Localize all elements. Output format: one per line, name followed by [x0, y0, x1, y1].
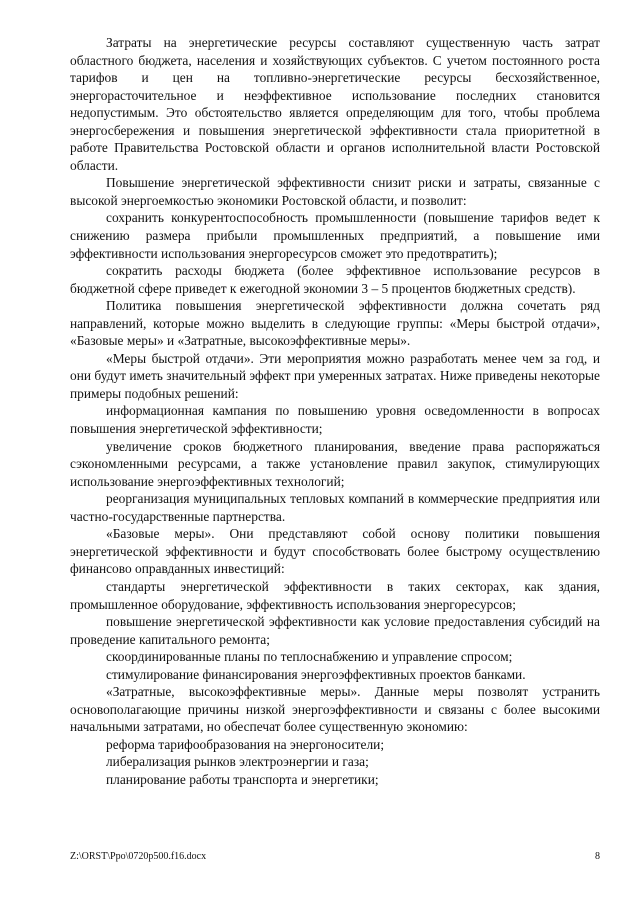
paragraph: повышение энергетической эффективности как условие предоставления субсидий на проведение капитального ремонта; — [70, 614, 600, 647]
paragraph: либерализация рынков электроэнергии и газа; — [106, 754, 369, 770]
paragraph: «Затратные, высокоэффективные меры». Данные меры позволят устранить основополагающие причины низкой энергоэффективности и связаны с более высокими начальными затратами, но обеспечат более существенную экономию: — [70, 684, 600, 735]
paragraph: реорганизация муниципальных тепловых компаний в коммерческие предприятия или частно-государственные партнерства. — [70, 491, 600, 524]
paragraph: стимулирование финансирования энергоэффективных проектов банками. — [106, 666, 526, 682]
paragraph: стандарты энергетической эффективности в таких секторах, как здания, промышленное оборудование, эффективность использования энергоресурсов; — [70, 578, 600, 612]
paragraph: Повышение энергетической эффективности снизит риски и затраты, связанные с высокой энергоемкостью экономики Ростовской области, и позволит: — [70, 175, 600, 208]
paragraph: сохранить конкурентоспособность промышленности (повышение тарифов ведет к снижению размера прибыли промышленных предприятий, а повышение ими эффективности использования энергоресурсов сможет это предотвратить); — [70, 210, 600, 261]
file-path: Z:\ORST\Ppo\0720p500.f16.docx — [70, 851, 207, 862]
paragraph: Политика повышения энергетической эффективности должна сочетать ряд направлений, которые можно выделить в следующие группы: «Меры быстрой отдачи», «Базовые меры» и «Затратные, высокоэффективные меры». — [70, 298, 600, 349]
paragraph: «Базовые меры». Они представляют собой основу политики повышения энергетической эффективности и будут способствовать более быстрому осуществлению финансово оправданных инвестиций: — [70, 526, 600, 577]
paragraph: увеличение сроков бюджетного планирования, введение права распоряжаться сэкономленными ресурсами, а также установление правил закупок, стимулирующих использование энергоэффективных технологий; — [70, 438, 600, 489]
paragraph: реформа тарифообразования на энергоносители; — [106, 736, 385, 752]
paragraph: планирование работы транспорта и энергетики; — [106, 771, 379, 787]
paragraph: информационная кампания по повышению уровня осведомленности в вопросах повышения энергетической эффективности; — [70, 403, 600, 437]
paragraph: Затраты на энергетические ресурсы составляют существенную часть затрат областного бюджета, населения и хозяйствующих субъектов. С учетом постоянного роста тарифов и цен на топливно-энергетические ресурсы бесхозяйственное, энергорасточительное и неэффективное использование последних становится недопустимым. Это обстоятельство является определяющим для того, чтобы проблема энергосбережения и повышения энергетической эффективности стала приоритетной в работе Правительства Ростовской области и органов исполнительной власти Ростовской области. — [70, 35, 600, 173]
paragraph: «Меры быстрой отдачи». Эти мероприятия можно разработать менее чем за год, и они будут иметь значительный эффект при умеренных затратах. Ниже приведены некоторые примеры подобных решений: — [70, 350, 600, 401]
page-number: 8 — [595, 851, 600, 862]
paragraph: скоординированные планы по теплоснабжению и управление спросом; — [106, 649, 513, 665]
paragraph: сократить расходы бюджета (более эффективное использование ресурсов в бюджетной сфере приведет к ежегодной экономии 3 – 5 процентов бюджетных средств). — [70, 263, 600, 296]
document-body — [70, 34, 600, 789]
